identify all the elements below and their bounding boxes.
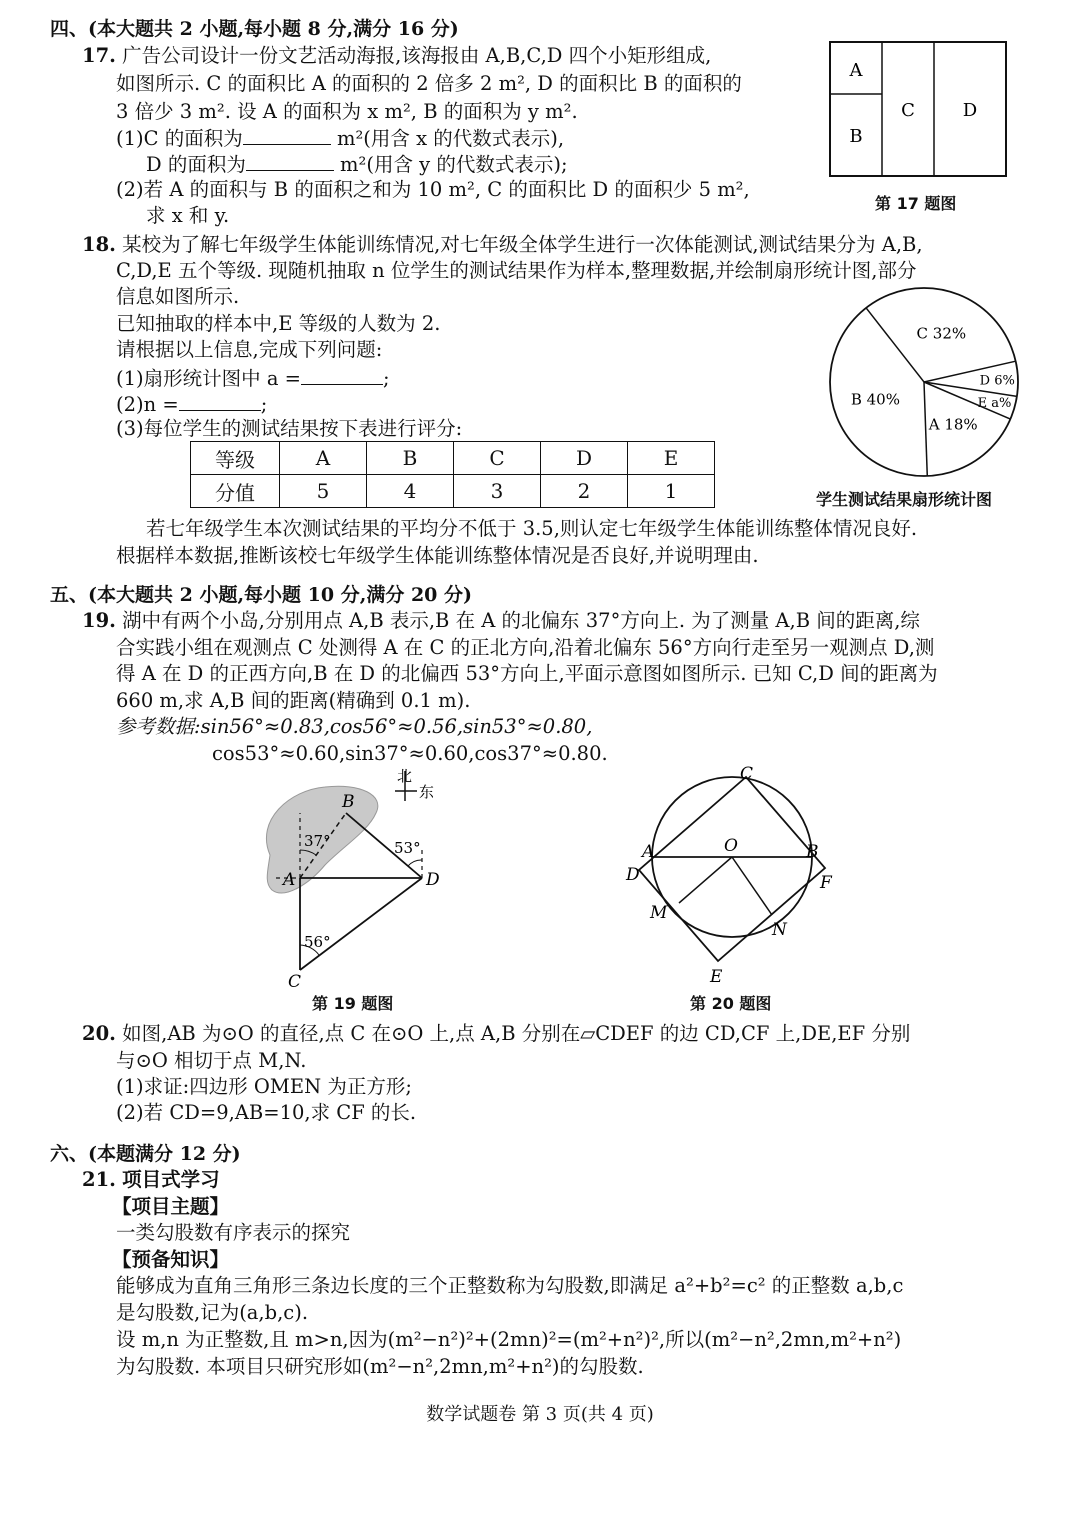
- q20-line-1: [82, 1021, 910, 1047]
- q18-line-3: 信息如图所示.: [116, 285, 240, 308]
- q19-label-a: A: [283, 870, 296, 890]
- table-cell: E: [628, 442, 715, 475]
- q20-figure: [620, 763, 850, 991]
- q17-label-b: B: [849, 126, 863, 147]
- section-4-heading: 四、(本大题共 2 小题,每小题 8 分,满分 16 分): [50, 18, 459, 40]
- q18-blank-n[interactable]: [179, 390, 261, 411]
- q20-label-b: B: [806, 842, 819, 862]
- q17-text-1: 广告公司设计一份文艺活动海报,该海报由 A,B,C,D 四个小矩形组成,: [122, 44, 712, 67]
- q18-line-4: 已知抽取的样本中,E 等级的人数为 2.: [116, 312, 441, 335]
- q20-caption: 第 20 题图: [690, 994, 772, 1013]
- table-cell: 3: [454, 475, 541, 508]
- q19-text-1: 湖中有两个小岛,分别用点 A,B 表示,B 在 A 的北偏东 37°方向上. 为了测量 A,B 间的距离,综: [122, 609, 920, 632]
- q20-part-2: (2)若 CD=9,AB=10,求 CF 的长.: [116, 1101, 417, 1124]
- q21-line-3: 设 m,n 为正整数,且 m>n,因为(m²−n²)²+(2mn)²=(m²+n²)²,所以(m²−n²,2mn,m²+n²): [116, 1328, 902, 1351]
- q20-text-1: 如图,AB 为⊙O 的直径,点 C 在⊙O 上,点 A,B 分别在▱CDEF 的边 CD,CF 上,DE,EF 分别: [122, 1022, 911, 1045]
- q19-line-2: 合实践小组在观测点 C 处测得 A 在 C 的正北方向,沿着北偏东 56°方向行走至另一观测点 D,测: [116, 636, 935, 659]
- q18-pie-caption: 学生测试结果扇形统计图: [816, 490, 993, 509]
- q19-east-label: 东: [419, 783, 435, 801]
- q17-figure: [828, 40, 1008, 180]
- q21-line-title: [82, 1167, 220, 1193]
- q18-p2-semi: ;: [260, 393, 268, 416]
- q19-line-cd: [300, 878, 422, 970]
- q19-caption: 第 19 题图: [312, 994, 394, 1013]
- q21-line-4: 为勾股数. 本项目只研究形如(m²−n²,2mn,m²+n²)的勾股数.: [116, 1355, 644, 1378]
- q19-figure: [250, 765, 470, 990]
- pie-label-c: C 32%: [916, 324, 967, 343]
- section-5-heading: 五、(本大题共 2 小题,每小题 10 分,满分 20 分): [50, 584, 472, 606]
- q18-line-1: [82, 232, 923, 258]
- q20-label-m: M: [650, 903, 668, 923]
- q18-pie-chart: [826, 284, 1022, 480]
- q17-line-2: 如图所示. C 的面积比 A 的面积的 2 倍多 2 m², D 的面积比 B 的面积的: [116, 72, 742, 95]
- q17-p1-suffix: m²(用含 x 的代数式表示),: [336, 127, 565, 150]
- q18-line-5: 请根据以上信息,完成下列问题:: [116, 338, 383, 361]
- q20-label-d: D: [626, 865, 640, 885]
- q17-label-d: D: [962, 100, 978, 121]
- table-row: [191, 442, 715, 475]
- section-6-heading: 六、(本题满分 12 分): [50, 1143, 241, 1165]
- table-header-grade: 等级: [191, 442, 280, 475]
- q18-line-2: C,D,E 五个等级. 现随机抽取 n 位学生的测试结果作为样本,整理数据,并绘制扇形统计图,部分: [116, 259, 917, 282]
- q18-text-1: 某校为了解七年级学生体能训练情况,对七年级全体学生进行一次体能测试,测试结果分为 A,B,: [122, 233, 923, 256]
- q18-part-1: [116, 364, 390, 392]
- table-cell: D: [541, 442, 628, 475]
- q17-caption: 第 17 题图: [875, 194, 957, 213]
- q17-part-1: [116, 124, 564, 152]
- table-cell: 5: [280, 475, 367, 508]
- q19-line-3: 得 A 在 D 的正西方向,B 在 D 的北偏西 53°方向上,平面示意图如图所示. 已知 C,D 间的距离为: [116, 662, 938, 685]
- q21-heading-1: 【项目主题】: [112, 1195, 230, 1218]
- q17-blank-d[interactable]: [246, 150, 334, 171]
- q19-label-d: D: [426, 870, 440, 890]
- q17-p1c-label: D 的面积为: [146, 153, 246, 176]
- q20-label-e: E: [710, 967, 723, 987]
- q21-title: 项目式学习: [122, 1168, 220, 1191]
- q18-number: 18.: [82, 233, 116, 256]
- q19-angle-37: 37°: [304, 832, 331, 850]
- q19-line-4: 660 m,求 A,B 间的距离(精确到 0.1 m).: [116, 689, 471, 712]
- q19-north-label: 北: [397, 767, 413, 785]
- q19-number: 19.: [82, 609, 116, 632]
- q19-angle-53: 53°: [394, 839, 421, 857]
- table-row: [191, 475, 715, 508]
- q18-line-7: 根据样本数据,推断该校七年级学生体能训练整体情况是否良好,并说明理由.: [116, 544, 759, 567]
- table-cell: 2: [541, 475, 628, 508]
- q21-topic: 一类勾股数有序表示的探究: [116, 1221, 351, 1244]
- q20-label-f: F: [820, 873, 832, 893]
- q20-segment-on: [732, 857, 772, 915]
- q17-p1d-suffix: m²(用含 y 的代数式表示);: [340, 153, 568, 176]
- pie-label-e: E a%: [977, 396, 1012, 412]
- q21-heading-2: 【预备知识】: [112, 1248, 230, 1271]
- q21-line-1: 能够成为直角三角形三条边长度的三个正整数称为勾股数,即满足 a²+b²=c² 的正整数 a,b,c: [116, 1274, 904, 1297]
- q17-part-2b: 求 x 和 y.: [146, 204, 230, 227]
- q17-number: 17.: [82, 44, 116, 67]
- q17-label-a: A: [849, 60, 863, 81]
- q17-p1-label: (1)C 的面积为: [116, 127, 243, 150]
- q18-p1-label: (1)扇形统计图中 a =: [116, 367, 301, 390]
- q18-part-3: (3)每位学生的测试结果按下表进行评分:: [116, 417, 463, 440]
- q20-label-a: A: [642, 842, 655, 862]
- q17-line-1: [82, 43, 711, 69]
- q20-part-1: (1)求证:四边形 OMEN 为正方形;: [116, 1075, 412, 1098]
- table-cell: A: [280, 442, 367, 475]
- pie-slice-c: [866, 308, 924, 382]
- q20-segment-om: [679, 857, 732, 903]
- q17-part-2: (2)若 A 的面积与 B 的面积之和为 10 m², C 的面积比 D 的面积少 5 m²,: [116, 178, 750, 201]
- q19-ref-2: cos53°≈0.60,sin37°≈0.60,cos37°≈0.80.: [212, 742, 608, 765]
- q19-label-c: C: [288, 972, 302, 990]
- q21-line-2: 是勾股数,记为(a,b,c).: [116, 1301, 309, 1324]
- table-cell: C: [454, 442, 541, 475]
- q20-label-o: O: [724, 836, 738, 856]
- q18-score-table: [190, 441, 715, 508]
- pie-label-b: B 40%: [850, 390, 900, 409]
- q20-number: 20.: [82, 1022, 116, 1045]
- q21-number: 21.: [82, 1168, 116, 1191]
- q17-blank-c[interactable]: [243, 124, 331, 145]
- q20-label-c: C: [740, 764, 754, 784]
- q18-line-6: 若七年级学生本次测试结果的平均分不低于 3.5,则认定七年级学生体能训练整体情况良好.: [146, 517, 918, 540]
- pie-label-a: A 18%: [928, 415, 978, 434]
- q18-p1-semi: ;: [382, 367, 390, 390]
- q19-label-b: B: [342, 792, 355, 812]
- q18-blank-a[interactable]: [301, 364, 383, 385]
- q20-label-n: N: [772, 920, 787, 940]
- q19-ref-1: 参考数据:sin56°≈0.83,cos56°≈0.56,sin53°≈0.80,: [116, 715, 593, 738]
- table-cell: 4: [367, 475, 454, 508]
- page-footer: 数学试题卷 第 3 页(共 4 页): [426, 1404, 654, 1425]
- table-header-score: 分值: [191, 475, 280, 508]
- q17-label-c: C: [901, 100, 915, 121]
- q20-parallelogram: [639, 777, 825, 961]
- q17-part-1b: [146, 150, 568, 178]
- pie-slice-b: [924, 382, 927, 476]
- q17-line-3: 3 倍少 3 m². 设 A 的面积为 x m², B 的面积为 y m².: [116, 100, 578, 123]
- q19-angle-56: 56°: [304, 933, 331, 951]
- q18-part-2: [116, 390, 267, 418]
- q20-line-2: 与⊙O 相切于点 M,N.: [116, 1049, 307, 1072]
- table-cell: 1: [628, 475, 715, 508]
- table-cell: B: [367, 442, 454, 475]
- q19-line-1: [82, 608, 920, 634]
- pie-label-d: D 6%: [979, 373, 1015, 389]
- q18-p2-label: (2)n =: [116, 393, 179, 416]
